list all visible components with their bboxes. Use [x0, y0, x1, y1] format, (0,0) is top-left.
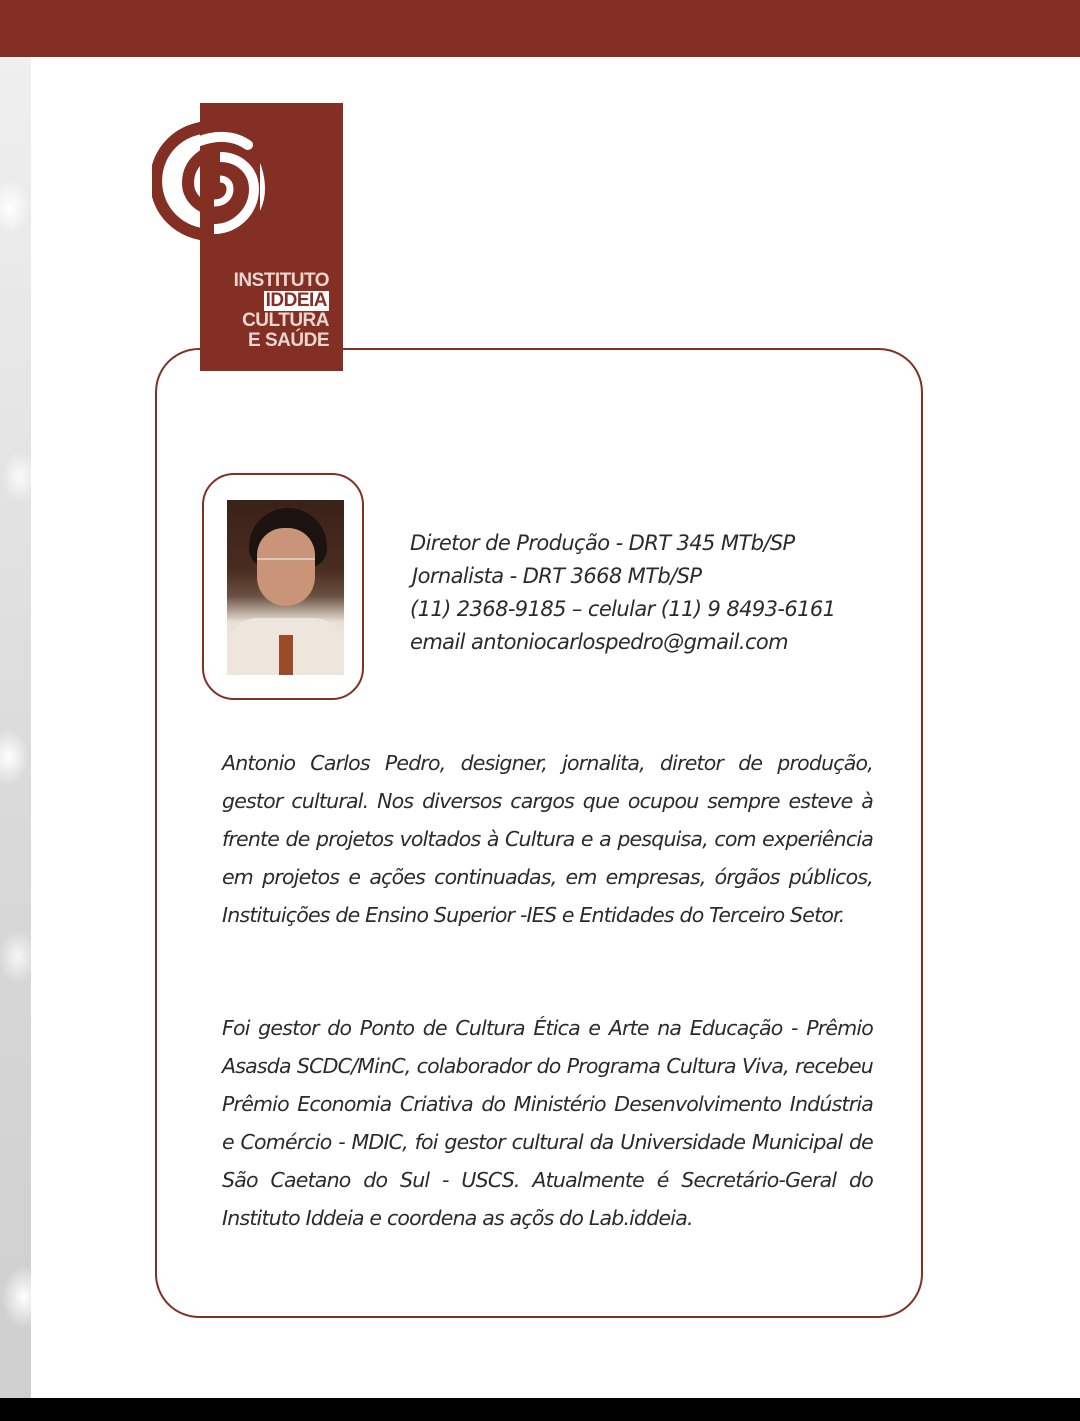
portrait-photo	[227, 500, 344, 675]
logo-line-saude: E SAÚDE	[248, 330, 329, 351]
logo-line-instituto: INSTITUTO	[233, 270, 329, 291]
bio-paragraph-2: Foi gestor do Ponto de Cultura Ética e Arte na Educação - Prêmio Asasda SCDC/MinC, colaborador do Programa Cultura Viva, recebeu Prêmio Economia Criativa do Ministério Desenvolvimento Indústria e Comércio - MDIC, foi gestor cultural da Universidade Municipal de São Caetano do Sul - USCS. Atualmente é Secretário-Geral do Instituto Iddeia e coordena as açõs do Lab.iddeia.	[222, 1016, 873, 1230]
logo-line-cultura: CULTURA	[242, 310, 329, 331]
swirl-icon	[152, 121, 272, 241]
bottom-bar	[0, 1398, 1080, 1421]
email-line: email antoniocarlospedro@gmail.com	[410, 630, 789, 654]
journalist-line: Jornalista - DRT 3668 MTb/SP	[412, 564, 702, 588]
institute-logo	[200, 103, 343, 371]
phone-line: (11) 2368-9185 – celular (11) 9 8493-6161	[410, 597, 836, 621]
bio-paragraph-1: Antonio Carlos Pedro, designer, jornalita, diretor de produção, gestor cultural. Nos diversos cargos que ocupou sempre esteve à frente de projetos voltados à Cultura e a pesquisa, com experiência em projetos e ações continuadas, em empresas, órgãos públicos, Instituições de Ensino Superior -IES e Entidades do Terceiro Setor.	[222, 751, 873, 927]
contact-info	[410, 527, 835, 659]
role-line: Diretor de Produção - DRT 345 MTb/SP	[410, 531, 795, 555]
logo-line-iddeia: IDDEIA	[265, 290, 327, 311]
header-bar	[0, 0, 1080, 57]
logo-wordmark	[234, 271, 329, 351]
decorative-side-strip	[0, 57, 31, 1398]
